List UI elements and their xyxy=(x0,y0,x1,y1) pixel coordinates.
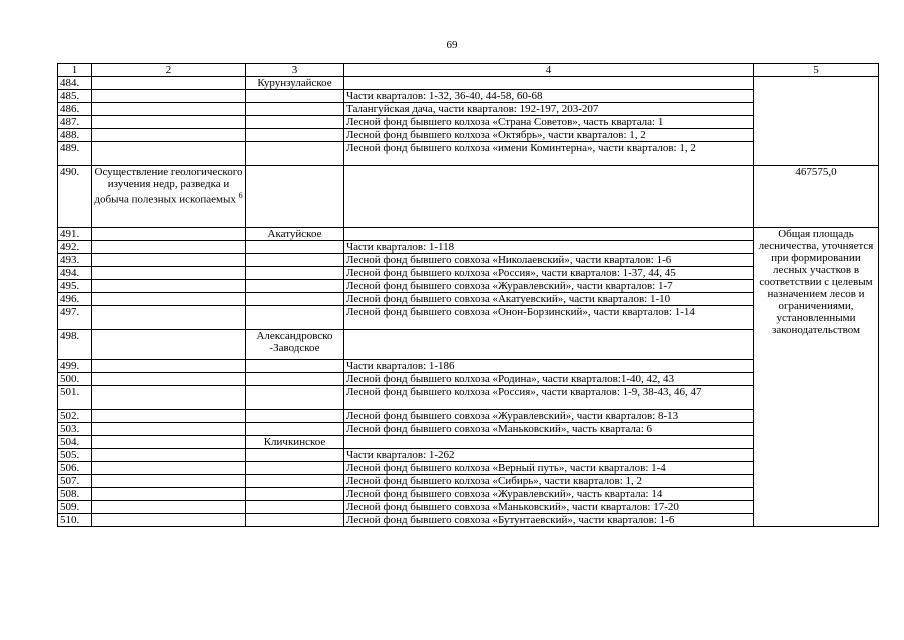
table-header-row xyxy=(58,64,879,77)
forestry-district-cell: Кличкинское xyxy=(246,436,344,449)
forestry-district-cell xyxy=(246,142,344,166)
row-number: 490. xyxy=(58,166,92,228)
quarters-cell: Лесной фонд бывшего совхоза «Онон-Борзинский», части кварталов: 1-14 xyxy=(344,306,754,330)
purpose-cell xyxy=(92,103,246,116)
purpose-cell xyxy=(92,373,246,386)
quarters-cell: Лесной фонд бывшего совхоза «Журавлевский», часть квартала: 14 xyxy=(344,488,754,501)
purpose-cell xyxy=(92,462,246,475)
table-row xyxy=(58,77,879,90)
forestry-district-cell xyxy=(246,241,344,254)
quarters-cell: Части кварталов: 1-118 xyxy=(344,241,754,254)
quarters-cell: Лесной фонд бывшего совхоза «Бутунтаевский», части кварталов: 1-6 xyxy=(344,514,754,527)
purpose-cell xyxy=(92,116,246,129)
footnote-marker: 6 xyxy=(238,191,243,200)
forestry-district-cell xyxy=(246,267,344,280)
area-value: 467575,0 xyxy=(754,166,879,228)
purpose-cell xyxy=(92,142,246,166)
quarters-cell xyxy=(344,166,754,228)
forestry-district-cell xyxy=(246,462,344,475)
forestry-district-cell xyxy=(246,373,344,386)
quarters-cell: Лесной фонд бывшего совхоза «Маньковский», часть квартала: 6 xyxy=(344,423,754,436)
forestry-district-cell xyxy=(246,501,344,514)
row-number: 486. xyxy=(58,103,92,116)
quarters-cell xyxy=(344,330,754,360)
row-number: 496. xyxy=(58,293,92,306)
forestry-district-cell xyxy=(246,103,344,116)
forestry-district-cell xyxy=(246,475,344,488)
quarters-cell: Лесной фонд бывшего колхоза «Россия», части кварталов: 1-37, 44, 45 xyxy=(344,267,754,280)
forestry-district-cell xyxy=(246,90,344,103)
row-number: 501. xyxy=(58,386,92,410)
purpose-text: Осуществление геологического изучения недр, разведка и добыча полезных ископаемых xyxy=(94,166,243,206)
quarters-cell xyxy=(344,436,754,449)
row-number: 485. xyxy=(58,90,92,103)
purpose-cell xyxy=(92,386,246,410)
row-number: 484. xyxy=(58,77,92,90)
purpose-cell xyxy=(92,77,246,90)
quarters-cell: Лесной фонд бывшего колхоза «Октябрь», части кварталов: 1, 2 xyxy=(344,129,754,142)
forestry-district-cell xyxy=(246,129,344,142)
row-number: 498. xyxy=(58,330,92,360)
row-number: 491. xyxy=(58,228,92,241)
purpose-cell xyxy=(92,90,246,103)
row-number: 510. xyxy=(58,514,92,527)
row-number: 497. xyxy=(58,306,92,330)
forestry-district-cell xyxy=(246,306,344,330)
quarters-cell: Части кварталов: 1-32, 36-40, 44-58, 60-68 xyxy=(344,90,754,103)
row-number: 506. xyxy=(58,462,92,475)
purpose-cell xyxy=(92,228,246,241)
forestry-district-cell xyxy=(246,166,344,228)
purpose-cell xyxy=(92,423,246,436)
purpose-cell xyxy=(92,280,246,293)
forestry-district-cell xyxy=(246,423,344,436)
quarters-cell: Лесной фонд бывшего совхоза «Журавлевский», части кварталов: 8-13 xyxy=(344,410,754,423)
quarters-cell xyxy=(344,77,754,90)
forestry-district-cell xyxy=(246,116,344,129)
quarters-cell: Лесной фонд бывшего колхоза «Россия», части кварталов: 1-9, 38-43, 46, 47 xyxy=(344,386,754,410)
quarters-cell: Части кварталов: 1-186 xyxy=(344,360,754,373)
purpose-cell xyxy=(92,293,246,306)
forestry-district-cell xyxy=(246,280,344,293)
quarters-cell: Талангуйская дача, части кварталов: 192-197, 203-207 xyxy=(344,103,754,116)
table-row xyxy=(58,228,879,241)
purpose-cell xyxy=(92,488,246,501)
forestry-district-cell xyxy=(246,360,344,373)
row-number: 495. xyxy=(58,280,92,293)
quarters-cell: Части кварталов: 1-262 xyxy=(344,449,754,462)
row-number: 494. xyxy=(58,267,92,280)
purpose-cell xyxy=(92,436,246,449)
row-number: 503. xyxy=(58,423,92,436)
table-row xyxy=(58,166,879,228)
quarters-cell xyxy=(344,228,754,241)
quarters-cell: Лесной фонд бывшего колхоза «Родина», части кварталов:1-40, 42, 43 xyxy=(344,373,754,386)
row-number: 505. xyxy=(58,449,92,462)
forestry-district-cell: Акатуйское xyxy=(246,228,344,241)
row-number: 487. xyxy=(58,116,92,129)
forestry-district-cell xyxy=(246,514,344,527)
purpose-cell xyxy=(92,267,246,280)
forestry-district-cell: Александровско -Заводское xyxy=(246,330,344,360)
quarters-cell: Лесной фонд бывшего совхоза «Журавлевский», части кварталов: 1-7 xyxy=(344,280,754,293)
quarters-cell: Лесной фонд бывшего совхоза «Акатуевский», части кварталов: 1-10 xyxy=(344,293,754,306)
row-number: 492. xyxy=(58,241,92,254)
forest-quarters-table xyxy=(57,63,879,527)
area-cell xyxy=(754,77,879,166)
row-number: 504. xyxy=(58,436,92,449)
area-note-cell: Общая площадь лесничества, уточняется при формировании лесных участков в соответствии с целевым назначением лесов и ограничениями, установленными законодательством xyxy=(754,228,879,527)
forestry-district-cell: Курунзулайское xyxy=(246,77,344,90)
purpose-cell xyxy=(92,514,246,527)
quarters-cell: Лесной фонд бывшего совхоза «Маньковский», части кварталов: 17-20 xyxy=(344,501,754,514)
forestry-district-cell xyxy=(246,449,344,462)
purpose-cell xyxy=(92,241,246,254)
header-cell: 3 xyxy=(246,64,344,77)
purpose-cell xyxy=(92,166,246,228)
row-number: 502. xyxy=(58,410,92,423)
purpose-cell xyxy=(92,129,246,142)
purpose-cell xyxy=(92,306,246,330)
purpose-cell xyxy=(92,360,246,373)
row-number: 508. xyxy=(58,488,92,501)
page-number: 69 xyxy=(446,39,458,51)
purpose-cell xyxy=(92,254,246,267)
forestry-district-cell xyxy=(246,386,344,410)
header-cell: 4 xyxy=(344,64,754,77)
forestry-district-cell xyxy=(246,488,344,501)
header-cell: 2 xyxy=(92,64,246,77)
header-cell: 1 xyxy=(58,64,92,77)
forestry-district-cell xyxy=(246,410,344,423)
row-number: 500. xyxy=(58,373,92,386)
purpose-cell xyxy=(92,410,246,423)
row-number: 499. xyxy=(58,360,92,373)
quarters-cell: Лесной фонд бывшего колхоза «Верный путь», части кварталов: 1-4 xyxy=(344,462,754,475)
quarters-cell: Лесной фонд бывшего колхоза «Сибирь», части кварталов: 1, 2 xyxy=(344,475,754,488)
header-cell: 5 xyxy=(754,64,879,77)
row-number: 507. xyxy=(58,475,92,488)
purpose-cell xyxy=(92,501,246,514)
forestry-district-cell xyxy=(246,293,344,306)
forestry-district-cell xyxy=(246,254,344,267)
purpose-cell xyxy=(92,449,246,462)
row-number: 488. xyxy=(58,129,92,142)
purpose-cell xyxy=(92,475,246,488)
quarters-cell: Лесной фонд бывшего совхоза «Николаевский», части кварталов: 1-6 xyxy=(344,254,754,267)
row-number: 489. xyxy=(58,142,92,166)
quarters-cell: Лесной фонд бывшего колхоза «имени Коминтерна», части кварталов: 1, 2 xyxy=(344,142,754,166)
purpose-cell xyxy=(92,330,246,360)
quarters-cell: Лесной фонд бывшего колхоза «Страна Советов», часть квартала: 1 xyxy=(344,116,754,129)
row-number: 493. xyxy=(58,254,92,267)
row-number: 509. xyxy=(58,501,92,514)
